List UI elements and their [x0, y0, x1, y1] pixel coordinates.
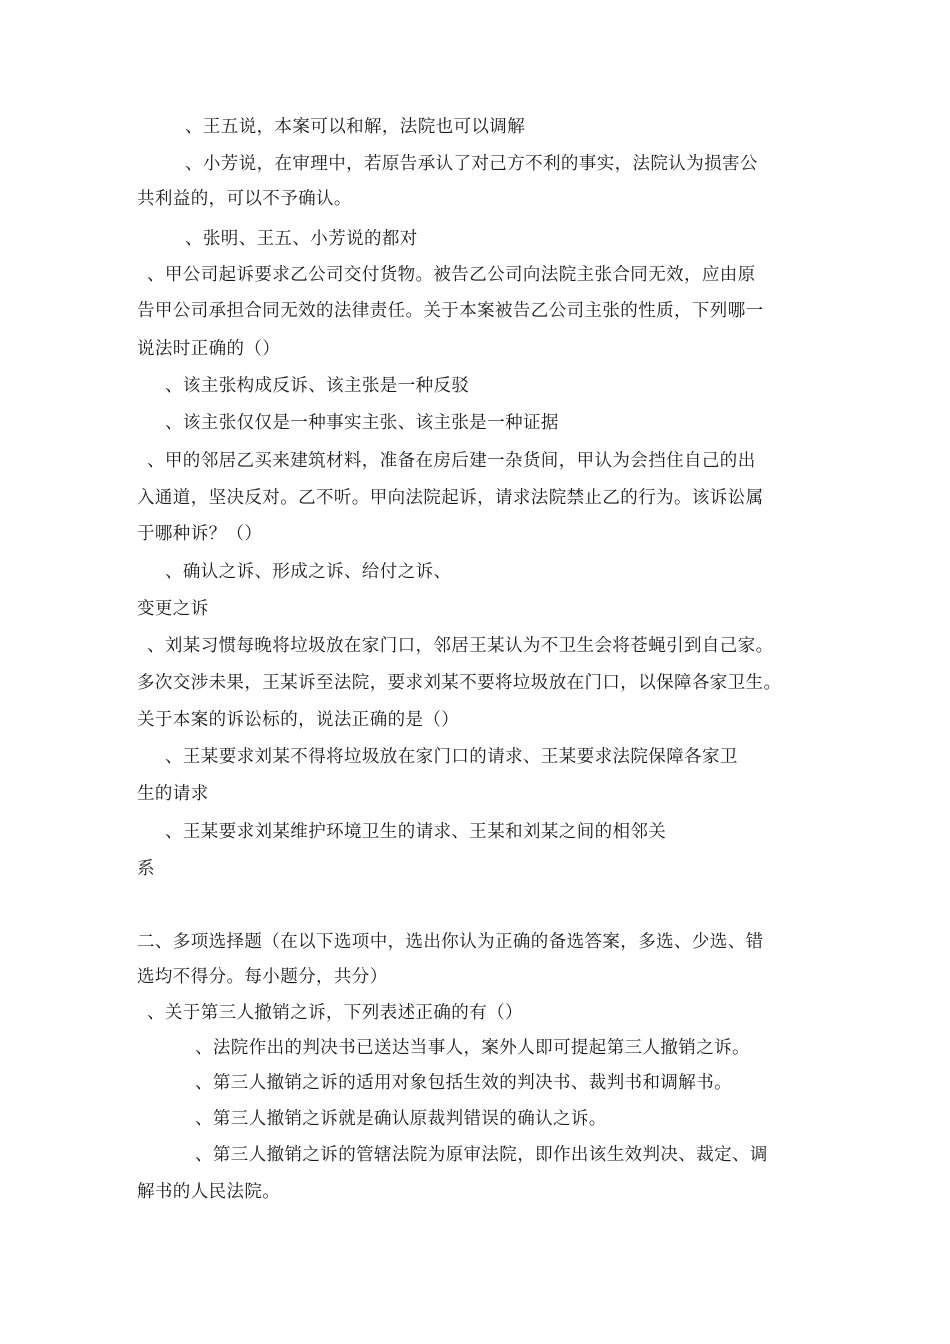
text-line: 、确认之诉、形成之诉、给付之诉、: [165, 562, 452, 582]
text-line: 告甲公司承担合同无效的法律责任。关于本案被告乙公司主张的性质，下列哪一: [137, 301, 764, 321]
text-line: 多次交涉未果，王某诉至法院，要求刘某不要将垃圾放在门口，以保障各家卫生。: [137, 673, 782, 693]
option-line: 、第三人撤销之诉的适用对象包括生效的判决书、裁判书和调解书。: [195, 1073, 732, 1093]
text-line: 、小芳说，在审理中，若原告承认了对己方不利的事实，法院认为损害公: [185, 154, 758, 174]
text-line: 说法时正确的（）: [137, 339, 281, 359]
text-line: 、该主张构成反诉、该主张是一种反驳: [165, 376, 470, 396]
text-line: 、王五说，本案可以和解，法院也可以调解: [185, 117, 526, 137]
text-line: 系: [137, 859, 155, 879]
option-line: 、第三人撤销之诉就是确认原裁判错误的确认之诉。: [195, 1109, 607, 1129]
text-line: 共利益的，可以不予确认。: [137, 189, 352, 209]
text-line: 、王某要求刘某维护环境卫生的请求、王某和刘某之间的相邻关: [165, 822, 667, 842]
text-line: 、刘某习惯每晚将垃圾放在家门口，邻居王某认为不卫生会将苍蝇引到自己家。: [147, 636, 774, 656]
option-line: 解书的人民法院。: [137, 1182, 281, 1202]
text-line: 变更之诉: [137, 599, 209, 619]
text-line: 关于本案的诉讼标的，说法正确的是（）: [137, 710, 460, 730]
text-line: 、张明、王五、小芳说的都对: [185, 229, 418, 249]
text-line: 、甲公司起诉要求乙公司交付货物。被告乙公司向法院主张合同无效，应由原: [147, 265, 756, 285]
text-line: 、王某要求刘某不得将垃圾放在家门口的请求、王某要求法院保障各家卫: [165, 747, 738, 767]
question-line: 、关于第三人撤销之诉，下列表述正确的有（）: [147, 1003, 523, 1023]
text-line: 选均不得分。每小题分，共分）: [137, 967, 388, 987]
text-line: 、甲的邻居乙买来建筑材料，准备在房后建一杂货间，甲认为会挡住自己的出: [147, 451, 756, 471]
text-line: 、该主张仅仅是一种事实主张、该主张是一种证据: [165, 413, 559, 433]
text-line: 入通道，坚决反对。乙不听。甲向法院起诉，请求法院禁止乙的行为。该诉讼属: [137, 488, 764, 508]
text-line: 于哪种诉？（）: [137, 524, 263, 544]
option-line: 、法院作出的判决书已送达当事人，案外人即可提起第三人撤销之诉。: [195, 1038, 750, 1058]
text-line: 生的请求: [137, 784, 209, 804]
option-line: 、第三人撤销之诉的管辖法院为原审法院，即作出该生效判决、裁定、调: [195, 1145, 768, 1165]
section-heading: 二、多项选择题（在以下选项中，选出你认为正确的备选答案，多选、少选、错: [137, 932, 764, 952]
